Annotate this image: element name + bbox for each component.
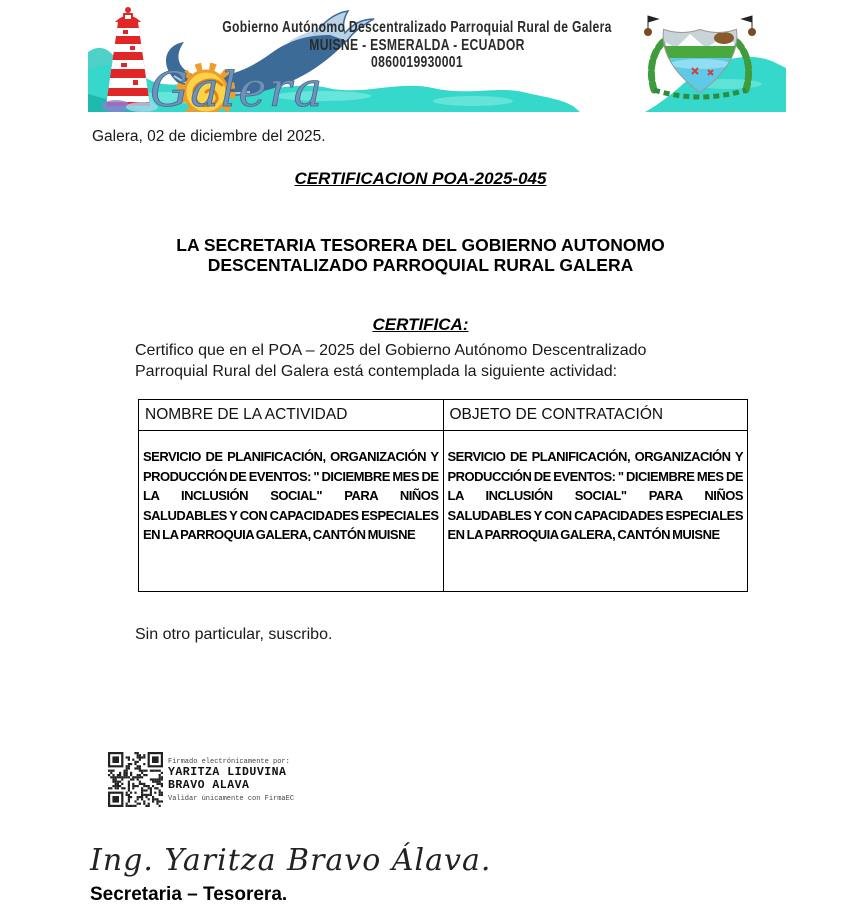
- body-paragraph: Certifico que en el POA – 2025 del Gobierno Autónomo Descentralizado Parroquial Rural del Galera está contemplada la siguiente actividad:: [135, 342, 647, 380]
- cell-activity-name: SERVICIO DE PLANIFICACIÓN, ORGANIZACIÓN Y PRODUCCIÓN DE EVENTOS: " DICIEMBRE MES DE LA INCLUSIÓN SOCIAL" PARA NIÑOS SALUDABLES Y CON CAPACIDADES ESPECIALES EN LA PARROQUIA GALERA, CANTÓN MUISNE: [139, 431, 444, 592]
- document-title: CERTIFICACION POA-2025-045: [294, 169, 547, 188]
- table-header-row: [139, 400, 748, 431]
- stamp-text-block: [168, 752, 294, 807]
- closing-line: Sin otro particular, suscribo.: [135, 626, 333, 643]
- org-ruc: 0860019930001: [371, 54, 463, 71]
- date-line: Galera, 02 de diciembre del 2025.: [92, 128, 326, 145]
- signer-name-line1: YARITZA LIDUVINA: [168, 766, 287, 779]
- table-row: [139, 431, 748, 592]
- signature-script: Ing. Yaritza Bravo Álava.: [90, 843, 492, 878]
- org-location: MUISNE - ESMERALDA - ECUADOR: [309, 36, 525, 54]
- issuer-heading: LA SECRETARIA TESORERA DEL GOBIERNO AUTONOMO DESCENTALIZADO PARROQUIAL RURAL GALERA: [176, 235, 665, 276]
- document-title-row: [0, 169, 841, 189]
- certifica-row: [0, 315, 841, 335]
- validation-note: Validar únicamente con FirmaEC: [168, 795, 295, 804]
- heraldic-bird-right: [748, 28, 756, 36]
- splash: [102, 100, 130, 112]
- qr-code: [108, 752, 163, 807]
- column-header-contract-object: OBJETO DE CONTRATACIÓN: [443, 400, 748, 431]
- shield-hill: [714, 32, 734, 44]
- cell-contract-object: SERVICIO DE PLANIFICACIÓN, ORGANIZACIÓN Y PRODUCCIÓN DE EVENTOS: " DICIEMBRE MES DE LA INCLUSIÓN SOCIAL" PARA NIÑOS SALUDABLES Y CON CAPACIDADES ESPECIALES EN LA PARROQUIA GALERA, CANTÓN MUISNE: [443, 431, 748, 592]
- signature-role: Secretaria – Tesorera.: [90, 884, 288, 905]
- certifica-label: CERTIFICA:: [372, 315, 469, 334]
- flag-right: [742, 16, 752, 28]
- wave-highlight: [433, 96, 513, 106]
- header-banner: [88, 6, 786, 112]
- org-name: Gobierno Autónomo Descentralizado Parroquial Rural de Galera: [222, 19, 612, 36]
- electronic-signature-stamp: [108, 752, 294, 807]
- column-header-activity-name: NOMBRE DE LA ACTIVIDAD: [139, 400, 444, 431]
- signer-name-line2: BRAVO ALAVA: [168, 779, 250, 793]
- signed-by-label: Firmado electrónicamente por:: [168, 758, 290, 766]
- activity-table: [138, 399, 748, 592]
- org-title-block: [167, 19, 667, 72]
- galera-wordmark: Galera: [150, 62, 325, 112]
